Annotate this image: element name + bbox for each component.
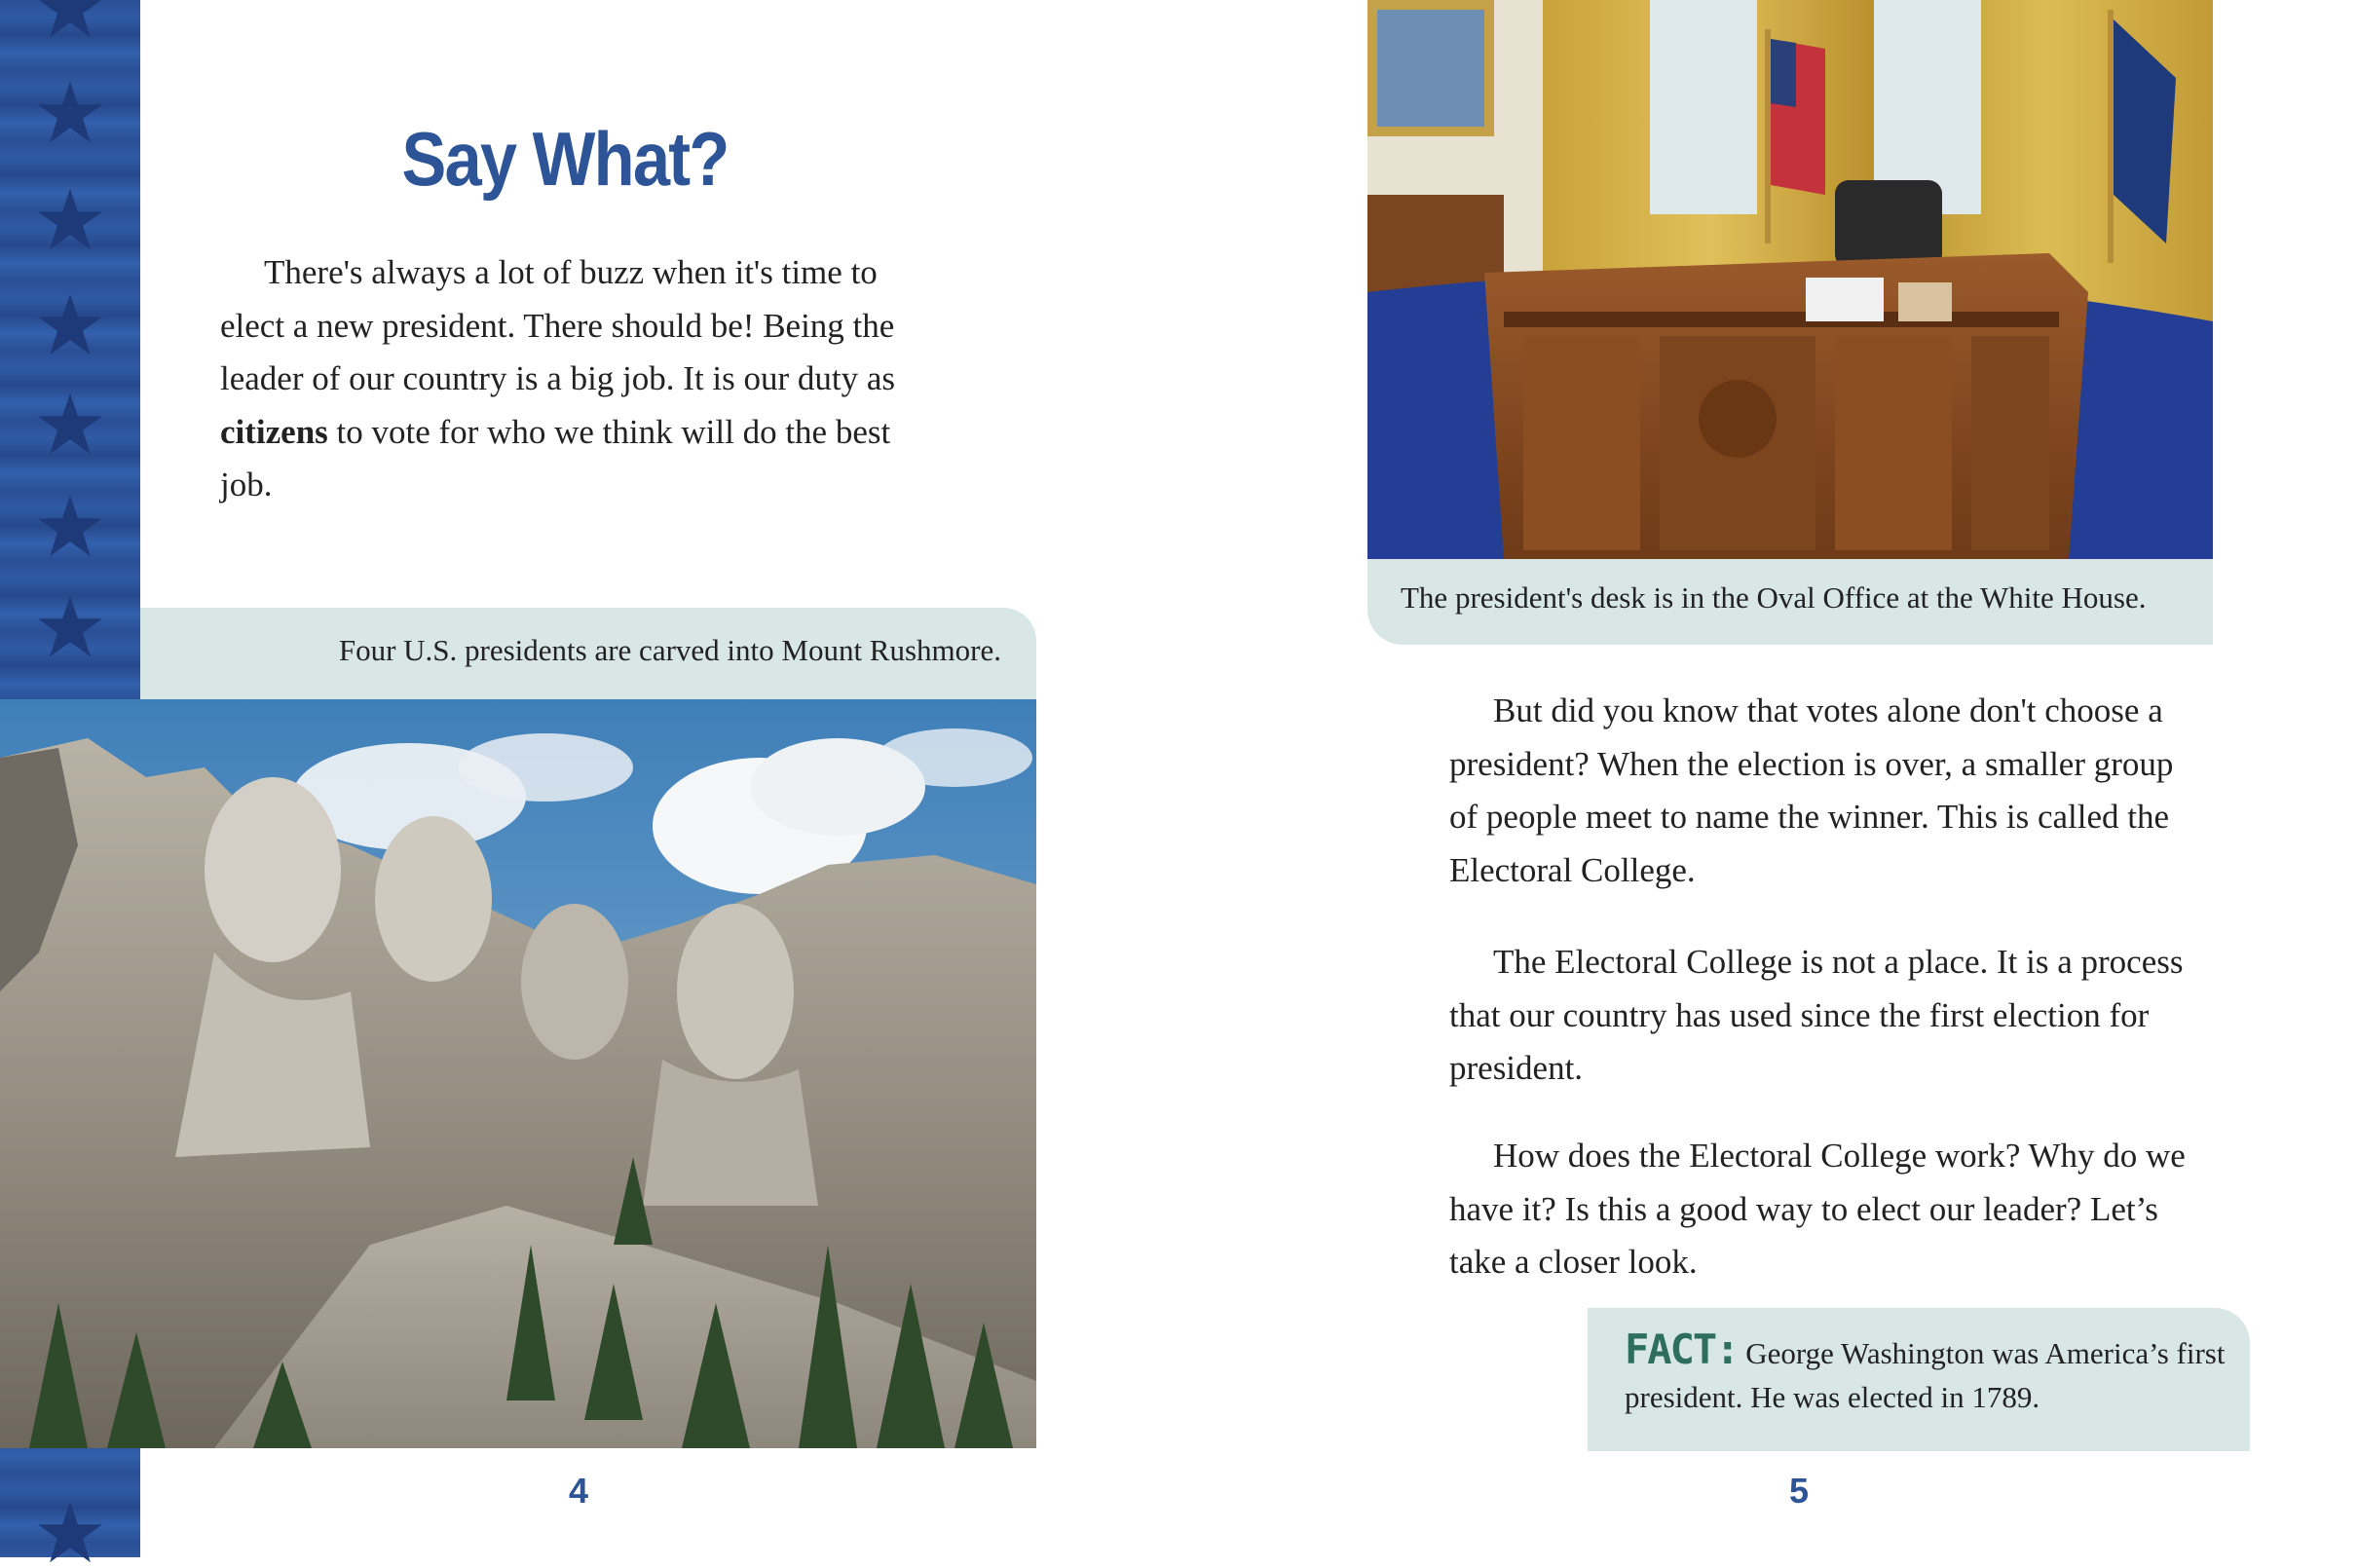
oval-office-photo	[1367, 0, 2213, 559]
star-icon	[35, 1498, 105, 1568]
mount-rushmore-photo	[0, 699, 1036, 1448]
intro-paragraph: There's always a lot of buzz when it's time to elect a new president. There should be! Being the leader of our country is a big job. It is our duty as citizens to vote for who we think will do the best job.	[220, 253, 896, 504]
body-text-3	[1449, 1130, 2190, 1289]
page-number: 5	[1788, 1471, 1810, 1511]
rushmore-caption: Four U.S. presidents are carved into Mount Rushmore.	[140, 608, 1036, 701]
paragraph-3: How does the Electoral College work? Why do we have it? Is this a good way to elect our leader? Let’s take a closer look.	[1449, 1137, 2186, 1281]
paragraph-1: But did you know that votes alone don't choose a president? When the election is over, a smaller group of people meet to name the winner. This is called the Electoral College.	[1449, 691, 2174, 889]
page-number: 4	[568, 1471, 589, 1511]
paragraph-2: The Electoral College is not a place. It is a process that our country has used since the first election for president.	[1449, 943, 2184, 1087]
star-icon	[35, 78, 105, 148]
glossary-term[interactable]: citizens	[220, 412, 328, 451]
body-text	[1449, 685, 2190, 897]
star-icon	[35, 0, 105, 43]
page-title: Say What?	[401, 116, 729, 202]
star-icon	[35, 290, 105, 360]
star-icon	[35, 185, 105, 255]
fact-label: FACT:	[1625, 1325, 1739, 1373]
desk-caption: The president's desk is in the Oval Office at the White House.	[1367, 559, 2213, 645]
star-icon	[35, 592, 105, 662]
star-icon	[35, 492, 105, 562]
fact-text: George Washington was America’s first president. He was elected in 1789.	[1625, 1336, 2226, 1414]
star-icon	[35, 390, 105, 460]
body-text-2	[1449, 936, 2190, 1096]
fact-box	[1588, 1308, 2250, 1451]
